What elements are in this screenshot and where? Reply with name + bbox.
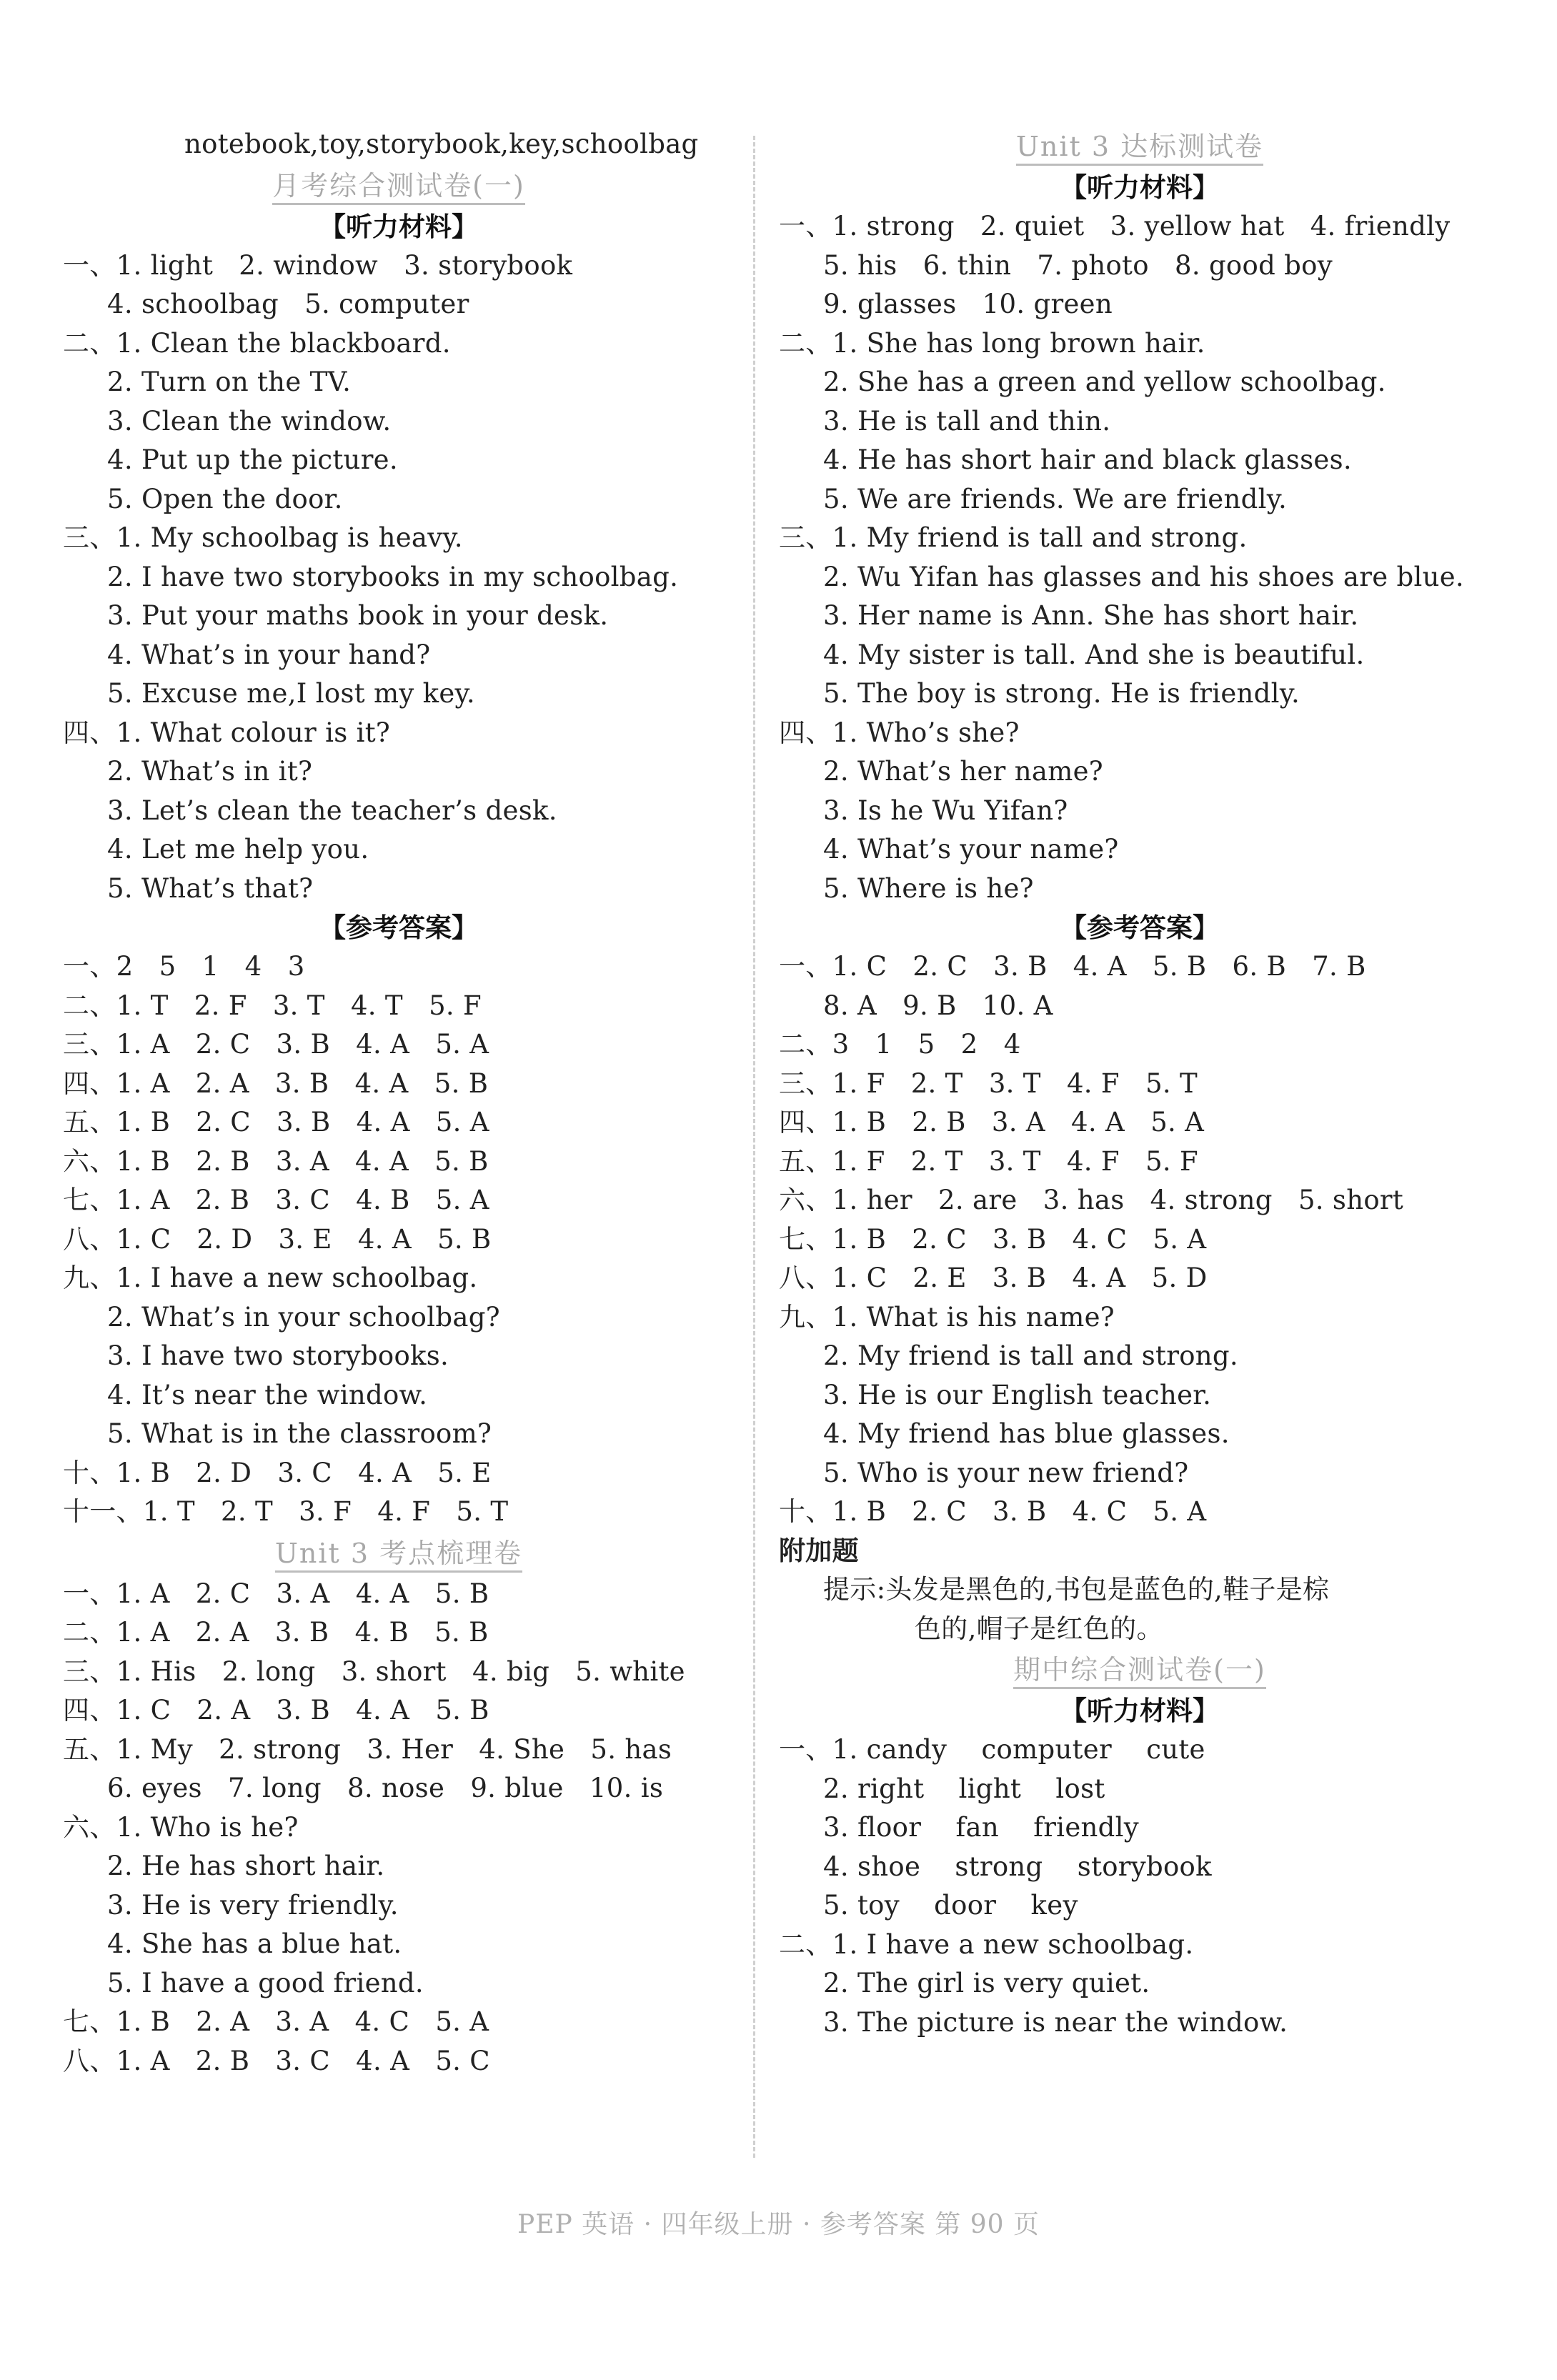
answer-line: 4. She has a blue hat. [107, 1928, 402, 1959]
listening-line: 3. Is he Wu Yifan? [823, 795, 1068, 826]
answer-line: 3. I have two storybooks. [107, 1340, 449, 1371]
answer-line: 5. Who is your new friend? [823, 1457, 1189, 1488]
answer-line: 十一、1. T 2. T 3. F 4. F 5. T [63, 1496, 509, 1527]
answer-line: 四、1. B 2. B 3. A 4. A 5. A [779, 1107, 1205, 1137]
section-title-midterm-test: 期中综合测试卷(一) [779, 1648, 1501, 1691]
answer-line: 四、1. A 2. A 3. B 4. A 5. B [63, 1067, 489, 1099]
extra-hint-line: 提示:头发是黑色的,书包是蓝色的,鞋子是棕 [823, 1574, 1330, 1605]
answer-heading: 【参考答案】 [1060, 912, 1219, 943]
answer-line: 一、1. C 2. C 3. B 4. A 5. B 6. B 7. B [779, 951, 1366, 982]
listening-line: 4. He has short hair and black glasses. [823, 444, 1352, 475]
answer-line: 二、1. A 2. A 3. B 4. B 5. B [63, 1617, 489, 1648]
listening-line: 3. floor fan friendly [823, 1812, 1139, 1843]
listening-line: 9. glasses 10. green [823, 289, 1113, 319]
listening-line: 5. The boy is strong. He is friendly. [823, 678, 1300, 709]
answer-line: 三、1. A 2. C 3. B 4. A 5. A [63, 1029, 489, 1060]
answer-line: 七、1. B 2. C 3. B 4. C 5. A [779, 1223, 1207, 1255]
listening-heading: 【听力材料】 [1060, 1696, 1219, 1726]
answer-line: 五、1. B 2. C 3. B 4. A 5. A [63, 1107, 489, 1137]
answer-line: 十、1. B 2. D 3. C 4. A 5. E [63, 1457, 492, 1488]
listening-line: 3. The picture is near the window. [823, 2006, 1288, 2038]
answer-line: 六、1. Who is he? [63, 1811, 299, 1843]
answer-line: 三、1. His 2. long 3. short 4. big 5. white [63, 1655, 685, 1687]
listening-line: 一、1. candy computer cute [779, 1734, 1205, 1765]
answer-line: 5. What is in the classroom? [107, 1418, 492, 1449]
answer-line: 九、1. I have a new schoolbag. [63, 1263, 478, 1293]
answer-line: 3. He is very friendly. [107, 1889, 399, 1921]
listening-line: 4. What’s your name? [823, 834, 1119, 865]
answer-line: 3. He is our English teacher. [823, 1379, 1212, 1410]
answer-line: 8. A 9. B 10. A [823, 990, 1053, 1021]
answer-line: 三、1. F 2. T 3. T 4. F 5. T [779, 1067, 1198, 1099]
section-title-unit3-review: Unit 3 考点梳理卷 [63, 1532, 735, 1575]
listening-line: 2. I have two storybooks in my schoolbag. [107, 561, 679, 592]
listening-line: 4. Let me help you. [107, 834, 369, 865]
listening-line: 二、1. She has long brown hair. [779, 327, 1205, 359]
answer-line: 六、1. her 2. are 3. has 4. strong 5. short [779, 1185, 1404, 1215]
answer-line: 九、1. What is his name? [779, 1301, 1115, 1333]
answer-line: 2. What’s in your schoolbag? [107, 1301, 500, 1333]
section-title-monthly-test: 月考综合测试卷(一) [63, 164, 735, 207]
listening-line: 2. Wu Yifan has glasses and his shoes are blue. [823, 561, 1464, 592]
listening-line: 4. My sister is tall. And she is beautiful. [823, 639, 1365, 670]
listening-line: 一、1. strong 2. quiet 3. yellow hat 4. friendly [779, 211, 1451, 242]
listening-line: 2. The girl is very quiet. [823, 1968, 1150, 1998]
listening-line: 5. his 6. thin 7. photo 8. good boy [823, 249, 1333, 281]
extra-hint-line: 色的,帽子是红色的。 [915, 1613, 1163, 1644]
column-divider [753, 136, 755, 2158]
section-title-unit3-test: Unit 3 达标测试卷 [779, 125, 1501, 168]
answer-line: 5. I have a good friend. [107, 1967, 424, 1998]
answer-line: 六、1. B 2. B 3. A 4. A 5. B [63, 1145, 489, 1177]
left-column [63, 125, 735, 2081]
answer-line: 五、1. F 2. T 3. T 4. F 5. F [779, 1145, 1199, 1177]
listening-line: 4. shoe strong storybook [823, 1851, 1212, 1882]
page-footer: PEP 英语 · 四年级上册 · 参考答案 第 90 页 [517, 2210, 1040, 2239]
answer-line: 八、1. C 2. E 3. B 4. A 5. D [779, 1263, 1208, 1293]
answer-line: 十、1. B 2. C 3. B 4. C 5. A [779, 1496, 1207, 1527]
answer-line: 五、1. My 2. strong 3. Her 4. She 5. has [63, 1733, 672, 1765]
listening-line: 二、1. Clean the blackboard. [63, 327, 451, 359]
listening-line: 3. He is tall and thin. [823, 405, 1111, 437]
listening-line: 2. right light lost [823, 1773, 1105, 1804]
listening-line: 5. Excuse me,I lost my key. [107, 678, 475, 709]
listening-line: 3. Put your maths book in your desk. [107, 600, 609, 631]
listening-line: 3. Her name is Ann. She has short hair. [823, 600, 1359, 631]
listening-line: 5. We are friends. We are friendly. [823, 483, 1288, 514]
answer-line: 4. It’s near the window. [107, 1379, 428, 1410]
listening-line: 2. What’s in it? [107, 756, 313, 787]
answer-line: 一、1. A 2. C 3. A 4. A 5. B [63, 1578, 489, 1609]
answer-line: 七、1. A 2. B 3. C 4. B 5. A [63, 1185, 489, 1215]
answer-line: 八、1. A 2. B 3. C 4. A 5. C [63, 2045, 490, 2076]
answer-line: 七、1. B 2. A 3. A 4. C 5. A [63, 2006, 489, 2037]
answer-line: 2. He has short hair. [107, 1851, 385, 1881]
listening-line: 3. Let’s clean the teacher’s desk. [107, 795, 557, 826]
listening-line: 4. Put up the picture. [107, 444, 398, 475]
top-line: notebook,toy,storybook,key,schoolbag [184, 129, 699, 159]
answer-line: 二、1. T 2. F 3. T 4. T 5. F [63, 990, 482, 1021]
listening-line: 5. Open the door. [107, 483, 343, 514]
extra-question-heading: 附加题 [779, 1535, 859, 1566]
listening-line: 三、1. My schoolbag is heavy. [63, 522, 463, 553]
listening-heading: 【听力材料】 [1060, 172, 1219, 203]
answer-line: 四、1. C 2. A 3. B 4. A 5. B [63, 1695, 489, 1726]
listening-line: 3. Clean the window. [107, 405, 392, 437]
listening-heading: 【听力材料】 [319, 211, 478, 242]
right-column [779, 125, 1501, 2042]
listening-line: 一、1. light 2. window 3. storybook [63, 249, 573, 281]
listening-line: 四、1. What colour is it? [63, 717, 391, 748]
answer-line: 二、3 1 5 2 4 [779, 1029, 1021, 1060]
listening-line: 2. She has a green and yellow schoolbag. [823, 367, 1386, 397]
answer-line: 八、1. C 2. D 3. E 4. A 5. B [63, 1223, 492, 1255]
listening-line: 二、1. I have a new schoolbag. [779, 1928, 1194, 1960]
answer-line: 6. eyes 7. long 8. nose 9. blue 10. is [107, 1773, 664, 1803]
answer-heading: 【参考答案】 [319, 912, 478, 943]
answer-line: 4. My friend has blue glasses. [823, 1418, 1230, 1449]
listening-line: 4. schoolbag 5. computer [107, 289, 469, 319]
listening-line: 4. What’s in your hand? [107, 639, 431, 670]
listening-line: 5. Where is he? [823, 872, 1034, 904]
answer-line: 2. My friend is tall and strong. [823, 1340, 1238, 1371]
listening-line: 四、1. Who’s she? [779, 717, 1020, 748]
listening-line: 2. Turn on the TV. [107, 367, 352, 397]
listening-line: 2. What’s her name? [823, 756, 1103, 787]
listening-line: 5. What’s that? [107, 872, 314, 904]
listening-line: 5. toy door key [823, 1890, 1078, 1921]
answer-line: 一、2 5 1 4 3 [63, 951, 305, 982]
listening-line: 三、1. My friend is tall and strong. [779, 522, 1248, 553]
